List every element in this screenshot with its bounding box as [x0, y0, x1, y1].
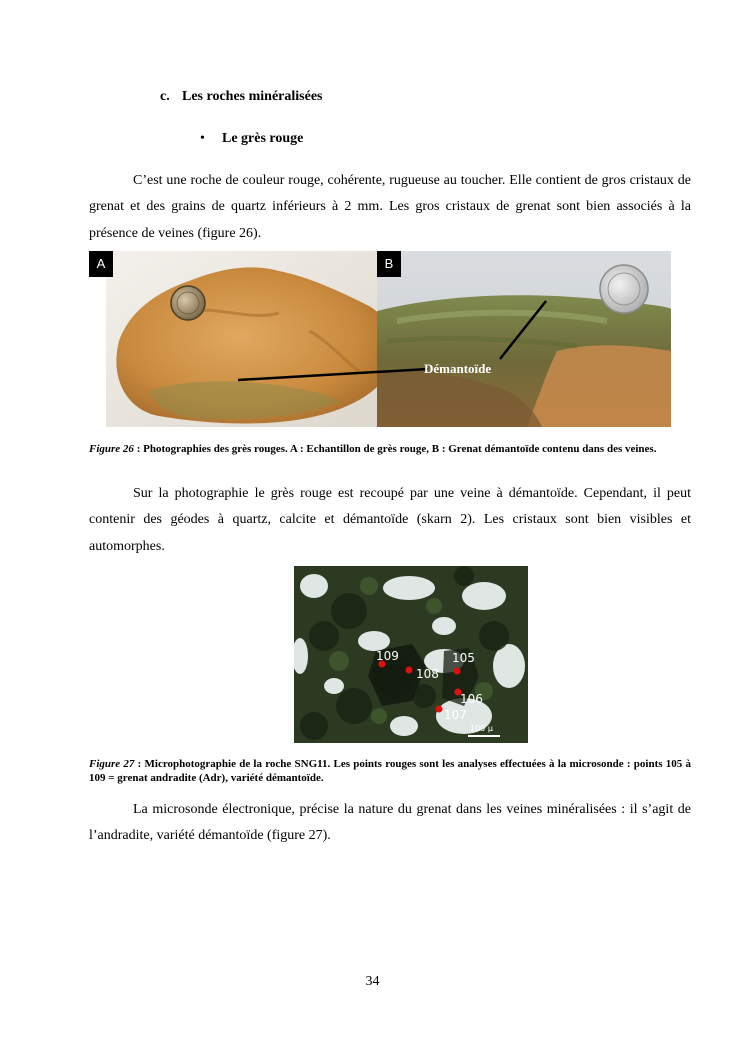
figure27-caption-label: Figure 27	[89, 758, 135, 770]
panel-b-label: B	[377, 251, 401, 277]
paragraph-1: C’est une roche de couleur rouge, cohérente, rugueuse au toucher. Elle contient de gros cristaux de grenat et des grains de quartz inférieurs à 2 mm. Les gros cristaux de grenat sont bien associés à la présence de veines (figure 26).	[89, 173, 691, 241]
point-label-107: 107	[444, 708, 467, 722]
bullet-icon: •	[200, 131, 205, 146]
pointer-line-b	[500, 301, 546, 359]
figure26-caption-text: : Photographies des grès rouges. A : Echantillon de grès rouge, B : Grenat démantoïde contenu dans des veines.	[133, 443, 657, 455]
paragraph-3: La microsonde électronique, précise la nature du grenat dans les veines minéralisées : il s’agit de l’andradite, variété démantoïde (figure 27).	[89, 802, 691, 844]
analysis-point-105	[454, 668, 461, 675]
point-label-105: 105	[452, 651, 475, 665]
subsection-title: Le grès rouge	[222, 131, 304, 146]
demantoide-annotation: Démantoïde	[424, 361, 492, 376]
point-label-106: 106	[460, 692, 483, 706]
page-number: 34	[365, 974, 380, 989]
point-label-108: 108	[416, 667, 439, 681]
figure27-caption	[89, 757, 691, 785]
analysis-point-108	[406, 667, 413, 674]
figure27-microphoto	[294, 566, 528, 743]
figure26-caption-label: Figure 26	[89, 443, 134, 455]
section-title: Les roches minéralisées	[182, 89, 323, 104]
panel-a-label: A	[89, 251, 113, 277]
analysis-point-107	[436, 706, 443, 713]
paragraph-2: Sur la photographie le grès rouge est recoupé par une veine à démantoïde. Cependant, il peut contenir des géodes à quartz, calcite et démantoïde (skarn 2). Les cristaux sont bien visibles et automorphes.	[89, 486, 691, 554]
figure26-caption	[89, 442, 691, 456]
microphotograph-image	[294, 566, 528, 743]
point-label-109: 109	[376, 649, 399, 663]
section-letter: c.	[160, 89, 170, 104]
annotation-lines	[0, 0, 745, 460]
pointer-line-a	[238, 369, 428, 380]
scale-label: 100 µ	[470, 724, 493, 733]
figure27-caption-text: : Microphotographie de la roche SNG11. Les points rouges sont les analyses effectuées à la microsonde : points 105 à 109 = grenat andradite (Adr), variété démantoïde.	[89, 758, 691, 784]
